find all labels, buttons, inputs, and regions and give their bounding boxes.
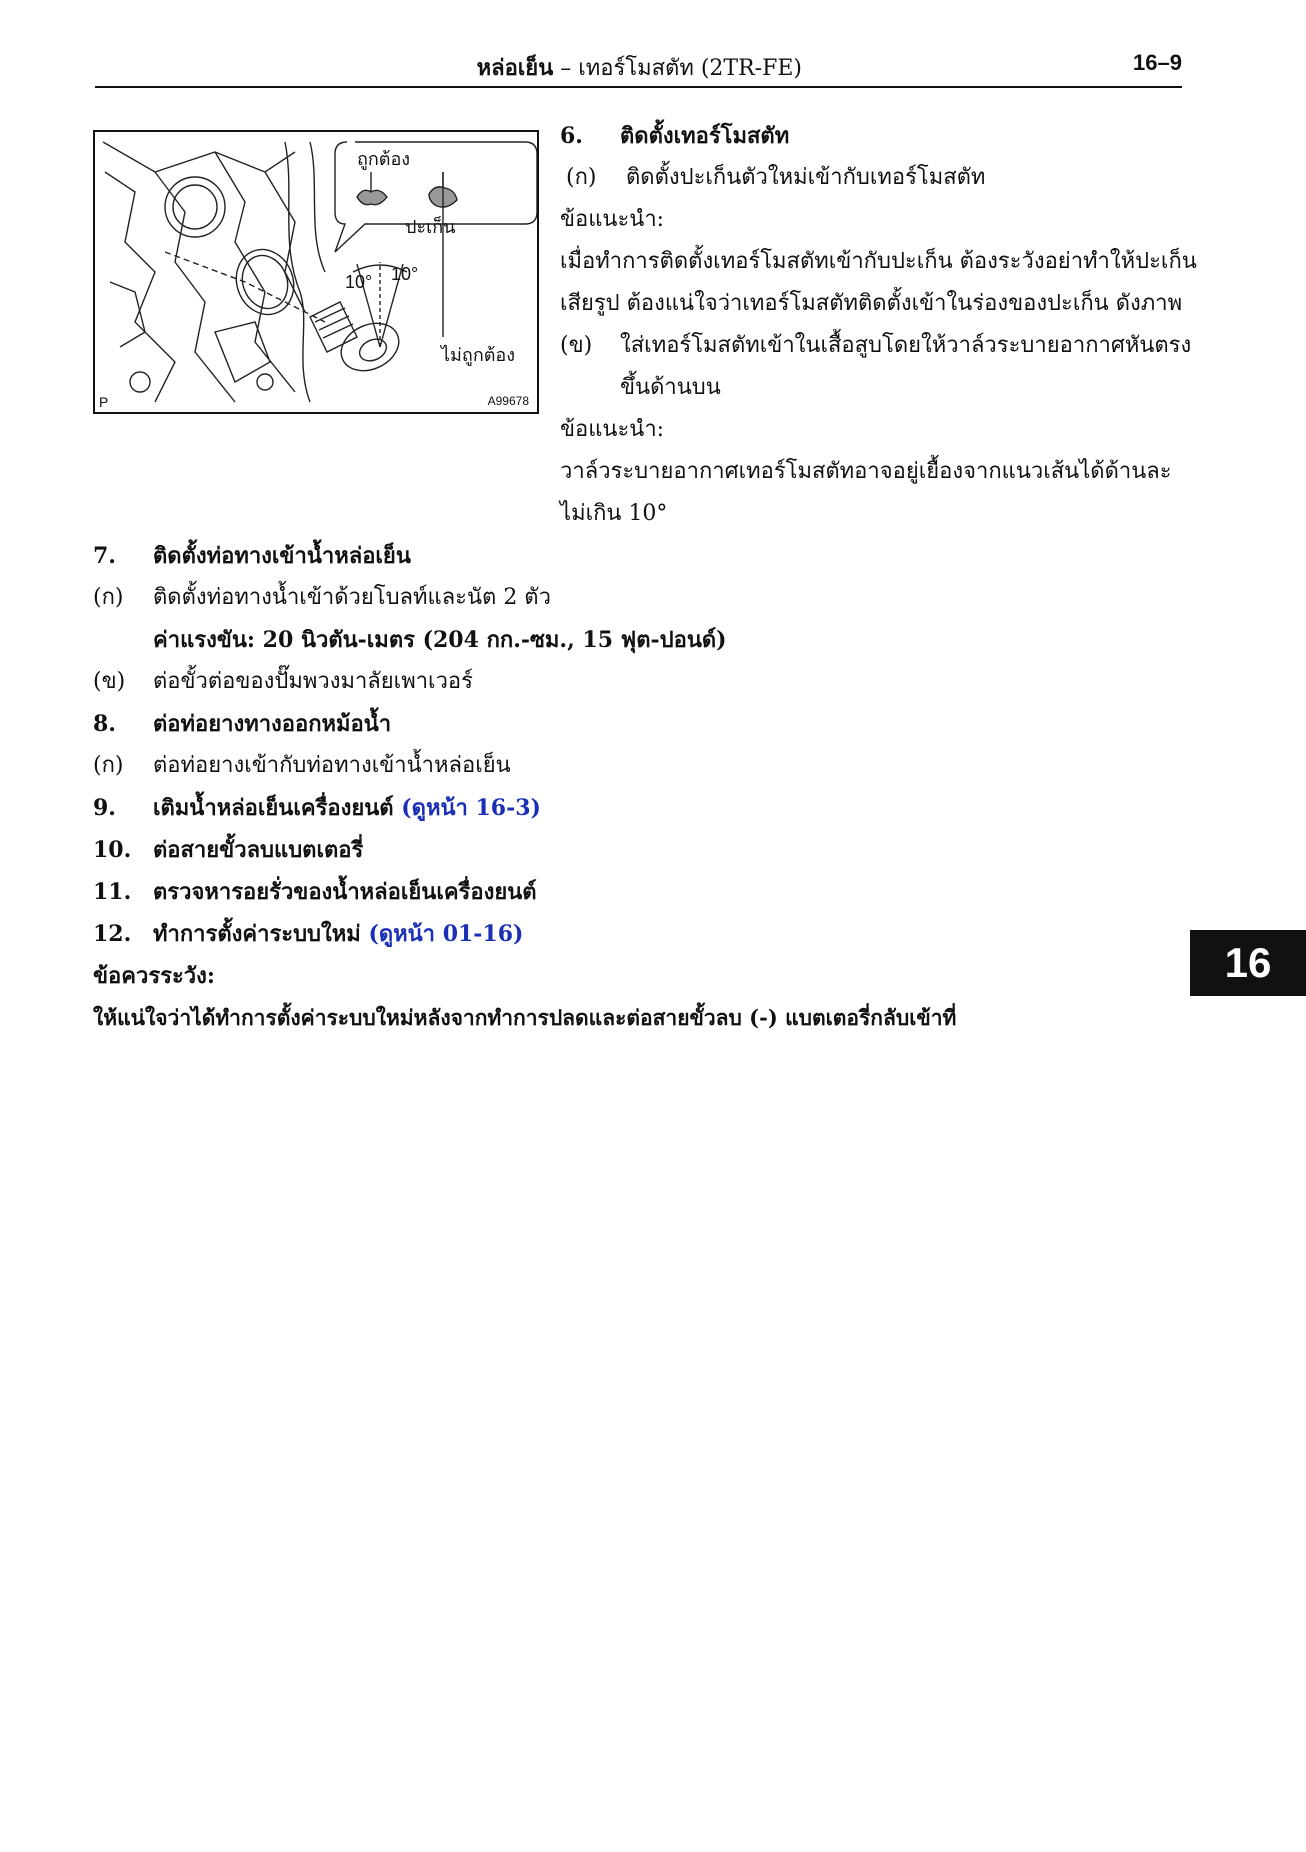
label-incorrect: ไม่ถูกต้อง <box>441 345 516 366</box>
caution-text: ให้แน่ใจว่าได้ทำการตั้งค่าระบบใหม่หลังจากทำการปลดและต่อสายขั้วลบ (-) แบตเตอรี่กลับเข้าที่ <box>93 1005 957 1030</box>
page-number: 16–9 <box>1133 50 1182 75</box>
header-section: หล่อเย็น <box>476 55 554 81</box>
header-title <box>477 50 802 85</box>
label-angle-left: 10° <box>345 272 373 292</box>
step-number: 11. <box>93 879 132 905</box>
step-marker: (ก) <box>93 753 124 778</box>
hint-2-label: ข้อแนะนำ: <box>560 417 665 442</box>
step-7a <box>93 584 551 612</box>
page-reference-link[interactable]: (ดูหน้า 16-3) <box>401 795 541 821</box>
step-6a <box>566 164 985 192</box>
step-6b <box>560 332 1191 360</box>
step-7b <box>93 668 473 696</box>
hint-2-line-2: ไม่เกิน 10° <box>560 501 668 526</box>
page-header <box>95 46 1182 88</box>
step-6-number: 6. <box>560 123 583 149</box>
step-text: ตรวจหารอยรั่วของน้ำหล่อเย็นเครื่องยนต์ <box>153 879 537 905</box>
label-angle-right: 10° <box>391 264 419 284</box>
torque-spec: ค่าแรงขัน: 20 นิวตัน-เมตร (204 กก.-ซม., 15 ฟุต-ปอนด์) <box>153 627 727 653</box>
step-8 <box>93 710 391 738</box>
step-number: 12. <box>93 921 132 947</box>
step-text: เติมน้ำหล่อเย็นเครื่องยนต์ <box>153 795 394 821</box>
step-text: ติดตั้งท่อทางน้ำเข้าด้วยโบลท์และนัต 2 ตัว <box>153 585 551 610</box>
step-8a <box>93 752 511 780</box>
header-subtitle: เทอร์โมสตัท (2TR-FE) <box>578 56 802 81</box>
step-12 <box>93 920 523 948</box>
header-dash: – <box>560 56 572 81</box>
step-10 <box>93 836 363 864</box>
page-reference-link[interactable]: (ดูหน้า 01-16) <box>368 921 524 947</box>
hint-1-line-2: เสียรูป ต้องแน่ใจว่าเทอร์โมสตัทติดตั้งเข้าในร่องของปะเก็น ดังภาพ <box>560 291 1183 316</box>
thermostat-illustration <box>95 132 537 412</box>
step-6a-text: ติดตั้งปะเก็นตัวใหม่เข้ากับเทอร์โมสตัท <box>626 165 986 190</box>
step-number: 7. <box>93 543 116 569</box>
section-tab: 16 <box>1190 930 1306 996</box>
step-6b-text: ใส่เทอร์โมสตัทเข้าในเสื้อสูบโดยให้วาล์วระบายอากาศหันตรง <box>620 333 1192 358</box>
step-number: 9. <box>93 795 116 821</box>
step-text: ต่อสายขั้วลบแบตเตอรี่ <box>153 837 364 863</box>
step-9 <box>93 794 541 822</box>
step-7 <box>93 542 411 570</box>
step-text: ต่อท่อยางทางออกหม้อน้ำ <box>153 711 392 737</box>
step-text: ทำการตั้งค่าระบบใหม่ <box>153 921 361 947</box>
label-correct: ถูกต้อง <box>357 149 411 170</box>
figure-code: A99678 <box>487 394 529 408</box>
step-6b-line-2: ขึ้นด้านบน <box>620 375 721 400</box>
step-text: ต่อขั้วต่อของปั๊มพวงมาลัยเพาเวอร์ <box>153 669 473 694</box>
step-number: 8. <box>93 711 116 737</box>
thermostat-figure <box>93 130 539 414</box>
hint-1-line-1: เมื่อทำการติดตั้งเทอร์โมสตัทเข้ากับปะเก็น ต้องระวังอย่าทำให้ปะเก็น <box>560 249 1197 274</box>
step-6b-marker: (ข) <box>560 333 593 358</box>
label-gasket: ปะเก็น <box>405 217 456 238</box>
hint-2-line-1: วาล์วระบายอากาศเทอร์โมสตัทอาจอยู่เยื้องจากแนวเส้นได้ด้านละ <box>560 459 1172 484</box>
step-6-text: ติดตั้งเทอร์โมสตัท <box>620 123 790 149</box>
step-11 <box>93 878 537 906</box>
step-text: ติดตั้งท่อทางเข้าน้ำหล่อเย็น <box>153 543 411 569</box>
figure-corner-mark: P <box>99 394 109 410</box>
step-number: 10. <box>93 837 132 863</box>
step-6a-marker: (ก) <box>566 165 597 190</box>
step-marker: (ข) <box>93 669 126 694</box>
step-text: ต่อท่อยางเข้ากับท่อทางเข้าน้ำหล่อเย็น <box>153 753 511 778</box>
caution-label: ข้อควรระวัง: <box>93 963 215 989</box>
step-marker: (ก) <box>93 585 124 610</box>
step-6-title <box>560 122 789 150</box>
hint-1-label: ข้อแนะนำ: <box>560 207 665 232</box>
